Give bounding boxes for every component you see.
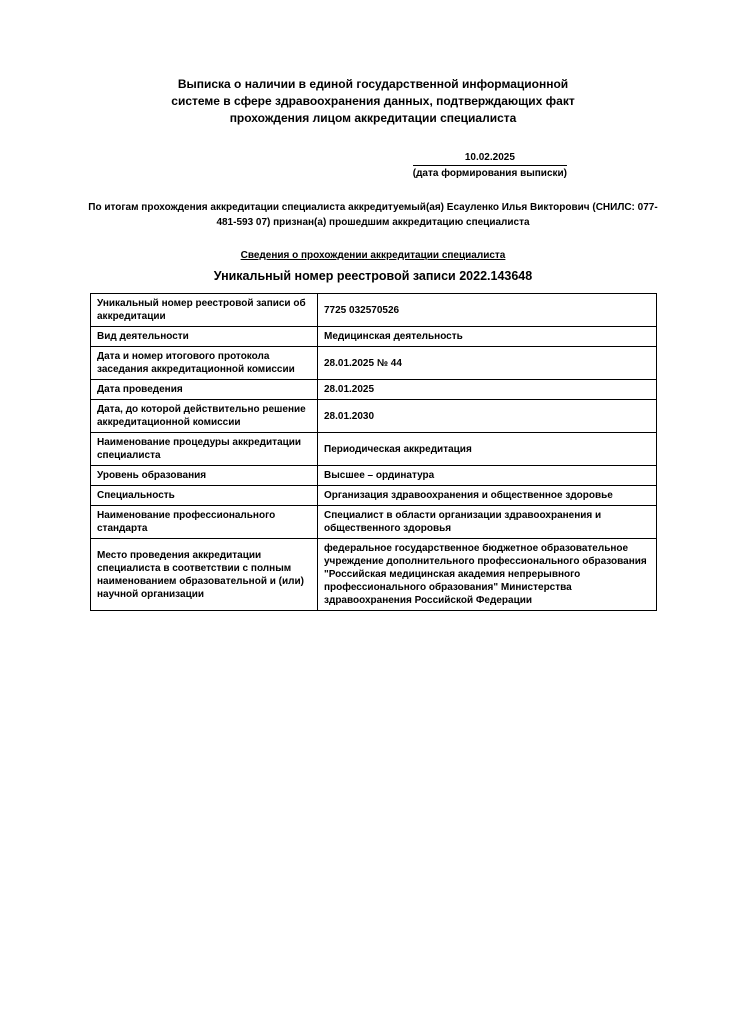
row-value: федеральное государственное бюджетное образовательное учреждение дополнительного профессионального образования "Российская медицинская академия непрерывного профессионального образования" Министерства здравоохранения Российской Федерации — [318, 539, 657, 611]
row-conduct-date — [91, 380, 657, 400]
row-label: Дата и номер итогового протокола заседания аккредитационной комиссии — [91, 347, 318, 380]
row-accreditation-place — [91, 539, 657, 611]
row-specialty — [91, 486, 657, 506]
row-label: Специальность — [91, 486, 318, 506]
row-label: Уникальный номер реестровой записи об аккредитации — [91, 294, 318, 327]
row-value: Организация здравоохранения и общественное здоровье — [318, 486, 657, 506]
row-value: Специалист в области организации здравоохранения и общественного здоровья — [318, 506, 657, 539]
row-value: 7725 032570526 — [318, 294, 657, 327]
accreditation-details-table — [90, 293, 657, 611]
intro-paragraph: По итогам прохождения аккредитации специалиста аккредитуемый(ая) Есауленко Илья Викторович (СНИЛС: 077-481-593 07) признан(а) прошедшим аккредитацию специалиста — [88, 202, 658, 228]
row-label: Наименование процедуры аккредитации специалиста — [91, 433, 318, 466]
row-label: Дата, до которой действительно решение аккредитационной комиссии — [91, 400, 318, 433]
row-value: Высшее – ординатура — [318, 466, 657, 486]
section-heading: Сведения о прохождении аккредитации специалиста — [240, 250, 506, 261]
row-label: Наименование профессионального стандарта — [91, 506, 318, 539]
record-heading: Уникальный номер реестровой записи 2022.143648 — [213, 269, 533, 283]
row-value: 28.01.2025 — [318, 380, 657, 400]
row-label: Уровень образования — [91, 466, 318, 486]
extract-date-block — [413, 151, 567, 180]
row-value: 28.01.2025 № 44 — [318, 347, 657, 380]
row-value: Периодическая аккредитация — [318, 433, 657, 466]
row-label: Дата проведения — [91, 380, 318, 400]
row-activity-type — [91, 327, 657, 347]
extract-date-caption: (дата формирования выписки) — [412, 168, 567, 179]
row-label: Вид деятельности — [91, 327, 318, 347]
document-title: Выписка о наличии в единой государственной информационной системе в сфере здравоохранения данных, подтверждающих факт прохождения лицом аккредитации специалиста — [171, 77, 575, 125]
row-value: 28.01.2030 — [318, 400, 657, 433]
row-valid-until-date — [91, 400, 657, 433]
row-procedure-name — [91, 433, 657, 466]
row-professional-standard — [91, 506, 657, 539]
row-education-level — [91, 466, 657, 486]
row-registry-number — [91, 294, 657, 327]
row-protocol-date-number — [91, 347, 657, 380]
extract-date: 10.02.2025 — [413, 151, 567, 166]
row-value: Медицинская деятельность — [318, 327, 657, 347]
row-label: Место проведения аккредитации специалиста в соответствии с полным наименованием образовательной и (или) научной организации — [91, 539, 318, 611]
